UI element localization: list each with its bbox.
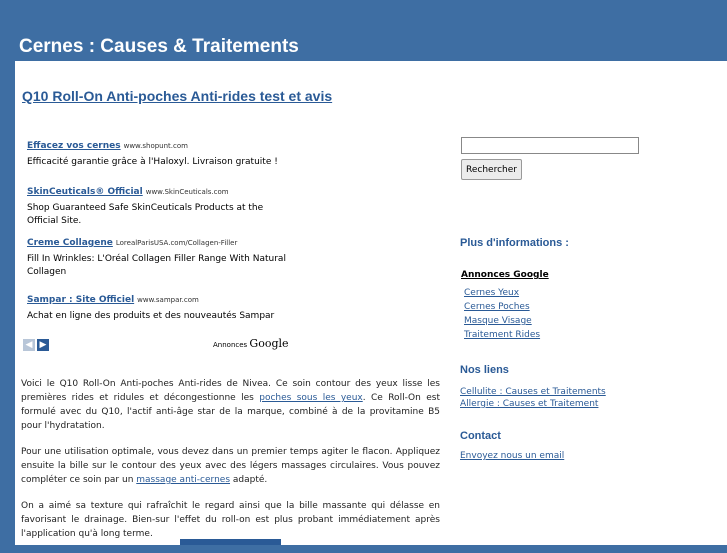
annonce-link[interactable]: Cernes Poches	[464, 302, 530, 312]
ad-description: Achat en ligne des produits et des nouveautés Sampar	[27, 311, 275, 321]
ad-description: Efficacité garantie grâce à l'Haloxyl. Livraison gratuite !	[27, 157, 278, 167]
links-list	[460, 386, 606, 410]
ad-title-link[interactable]: Effacez vos cernes	[27, 141, 121, 151]
post-title-link[interactable]: Q10 Roll-On Anti-poches Anti-rides test et avis	[22, 88, 333, 104]
poches-link[interactable]: poches sous les yeux	[259, 393, 363, 403]
ad-description: Shop Guaranteed Safe SkinCeuticals Products at the Official Site.	[27, 203, 264, 226]
ads-by-label: Annonces	[213, 341, 248, 349]
site-title: Cernes : Causes & Traitements	[19, 36, 299, 57]
ad-item	[27, 187, 297, 228]
ads-navigation	[23, 339, 51, 358]
search-button[interactable]: Rechercher	[461, 159, 522, 180]
list-item	[464, 328, 540, 342]
arrow-left-icon[interactable]: ◀	[23, 339, 35, 351]
ad-item	[27, 141, 278, 169]
annonce-link[interactable]: Cernes Yeux	[464, 288, 520, 298]
article-paragraph: Voici le Q10 Roll-On Anti-poches Anti-rides de Nivea. Ce soin contour des yeux lisse les premières rides et ridules et décongestionne les poches sous les yeux. Ce Roll-On est formulé avec du Q10, l'actif anti-âge star de la marque, combiné à de la provitamine B5 pour l'hydratation.	[21, 379, 441, 431]
list-item	[460, 386, 606, 398]
list-item	[464, 286, 540, 300]
more-info-heading: Plus d'informations :	[460, 237, 569, 249]
contact-email-link[interactable]: Envoyez nous un email	[460, 451, 565, 461]
ad-title-link[interactable]: Sampar : Site Officiel	[27, 295, 135, 305]
annonce-link[interactable]: Traitement Rides	[464, 330, 541, 340]
annonce-link[interactable]: Masque Visage	[464, 316, 532, 326]
massage-link[interactable]: massage anti-cernes	[136, 475, 231, 485]
ads-by-google[interactable]	[213, 337, 289, 350]
article-paragraph: Pour une utilisation optimale, vous devez dans un premier temps agiter le flacon. Appliquez ensuite la bille sur le contour des yeux avec des légers massages circulaires. Vous pouvez compléter ce soin par un massage anti-cernes adapté.	[21, 447, 440, 485]
search-input[interactable]	[461, 137, 639, 154]
partner-link[interactable]: Cellulite : Causes et Traitements	[460, 387, 606, 397]
ad-item	[27, 238, 297, 279]
list-item	[464, 300, 540, 314]
ad-description: Fill In Wrinkles: L'Oréal Collagen Filler Range With Natural Collagen	[27, 254, 286, 277]
ad-title-link[interactable]: SkinCeuticals® Official	[27, 187, 143, 197]
annonces-list	[464, 286, 540, 342]
contact-heading: Contact	[460, 430, 501, 442]
arrow-right-icon[interactable]: ▶	[37, 339, 49, 351]
content-area	[15, 61, 727, 545]
bottom-banner	[180, 539, 281, 545]
ad-url: www.sampar.com	[137, 296, 199, 304]
google-logo: Google	[249, 337, 289, 350]
article-paragraph: On a aimé sa texture qui rafraîchit le regard ainsi que la bille massante qui délasse en favorisant le drainage. Bien-sur l'effet du roll-on est plus probant immédiatement après l'application qu'à long terme.	[21, 501, 440, 539]
ad-item	[27, 295, 274, 323]
links-heading: Nos liens	[460, 364, 509, 376]
list-item	[464, 314, 540, 328]
list-item	[460, 398, 606, 410]
ad-title-link[interactable]: Creme Collagene	[27, 238, 113, 248]
annonces-google-heading[interactable]: Annonces Google	[461, 270, 549, 280]
ad-url: www.shopunt.com	[123, 142, 188, 150]
ad-url: LorealParisUSA.com/Collagen-Filler	[115, 239, 238, 247]
ad-url: www.SkinCeuticals.com	[145, 188, 229, 196]
partner-link[interactable]: Allergie : Causes et Traitement	[460, 399, 599, 409]
article-body	[21, 377, 440, 553]
